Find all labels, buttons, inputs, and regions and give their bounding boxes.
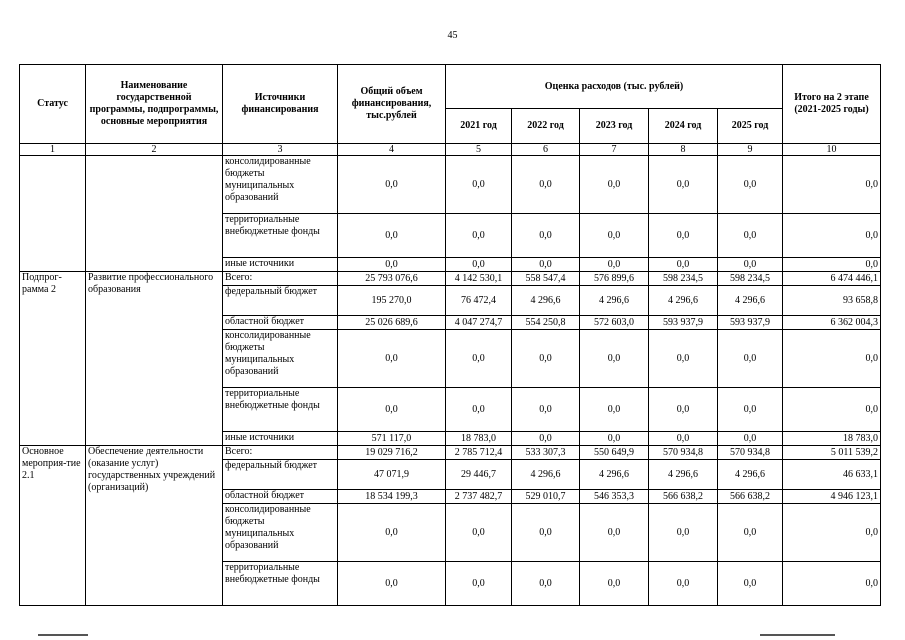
stage-total-cell: 0,0 bbox=[783, 214, 881, 258]
year-amount-cell: 0,0 bbox=[512, 388, 580, 432]
year-amount-cell: 550 649,9 bbox=[580, 446, 649, 460]
row-status bbox=[20, 156, 86, 272]
column-index-row bbox=[20, 144, 881, 156]
funding-source: территориальные внебюджетные фонды bbox=[223, 388, 338, 432]
stage-total-cell: 0,0 bbox=[783, 504, 881, 562]
stage-total-cell: 0,0 bbox=[783, 388, 881, 432]
total-volume-cell: 0,0 bbox=[338, 330, 446, 388]
year-amount-cell: 572 603,0 bbox=[580, 316, 649, 330]
header-year: 2025 год bbox=[718, 109, 783, 144]
column-index: 4 bbox=[338, 144, 446, 156]
row-program-name bbox=[86, 156, 223, 272]
year-amount-cell: 0,0 bbox=[512, 258, 580, 272]
year-amount-cell: 0,0 bbox=[580, 504, 649, 562]
year-amount-cell: 0,0 bbox=[446, 156, 512, 214]
year-amount-cell: 4 296,6 bbox=[649, 460, 718, 490]
table-row bbox=[20, 272, 881, 286]
stage-total-cell: 0,0 bbox=[783, 156, 881, 214]
year-amount-cell: 0,0 bbox=[512, 432, 580, 446]
year-amount-cell: 0,0 bbox=[446, 258, 512, 272]
total-volume-cell: 25 026 689,6 bbox=[338, 316, 446, 330]
column-index: 5 bbox=[446, 144, 512, 156]
year-amount-cell: 0,0 bbox=[718, 432, 783, 446]
row-status: Основное мероприя-тие 2.1 bbox=[20, 446, 86, 606]
row-program-name: Развитие профессионального образования bbox=[86, 272, 223, 446]
year-amount-cell: 0,0 bbox=[580, 156, 649, 214]
total-volume-cell: 47 071,9 bbox=[338, 460, 446, 490]
header-year: 2024 год bbox=[649, 109, 718, 144]
header-year: 2021 год bbox=[446, 109, 512, 144]
year-amount-cell: 0,0 bbox=[649, 258, 718, 272]
page-edge-mark bbox=[760, 634, 835, 636]
total-volume-cell: 0,0 bbox=[338, 258, 446, 272]
header-year: 2023 год bbox=[580, 109, 649, 144]
year-amount-cell: 0,0 bbox=[580, 330, 649, 388]
stage-total-cell: 0,0 bbox=[783, 330, 881, 388]
table-row bbox=[20, 156, 881, 214]
column-index: 6 bbox=[512, 144, 580, 156]
year-amount-cell: 593 937,9 bbox=[649, 316, 718, 330]
year-amount-cell: 0,0 bbox=[718, 330, 783, 388]
total-volume-cell: 0,0 bbox=[338, 214, 446, 258]
funding-source: иные источники bbox=[223, 258, 338, 272]
total-volume-cell: 571 117,0 bbox=[338, 432, 446, 446]
year-amount-cell: 4 296,6 bbox=[718, 286, 783, 316]
stage-total-cell: 93 658,8 bbox=[783, 286, 881, 316]
year-amount-cell: 0,0 bbox=[718, 562, 783, 606]
budget-table bbox=[19, 64, 881, 606]
total-volume-cell: 0,0 bbox=[338, 504, 446, 562]
stage-total-cell: 0,0 bbox=[783, 258, 881, 272]
year-amount-cell: 0,0 bbox=[512, 330, 580, 388]
year-amount-cell: 0,0 bbox=[446, 504, 512, 562]
year-amount-cell: 4 296,6 bbox=[512, 460, 580, 490]
year-amount-cell: 0,0 bbox=[512, 214, 580, 258]
year-amount-cell: 29 446,7 bbox=[446, 460, 512, 490]
total-volume-cell: 0,0 bbox=[338, 562, 446, 606]
stage-total-cell: 0,0 bbox=[783, 562, 881, 606]
funding-source: консолидированные бюджеты муниципальных образований bbox=[223, 330, 338, 388]
page-edge-mark bbox=[38, 634, 88, 636]
year-amount-cell: 0,0 bbox=[446, 388, 512, 432]
year-amount-cell: 0,0 bbox=[718, 504, 783, 562]
stage-total-cell: 18 783,0 bbox=[783, 432, 881, 446]
year-amount-cell: 566 638,2 bbox=[649, 490, 718, 504]
column-index: 10 bbox=[783, 144, 881, 156]
stage-total-cell: 46 633,1 bbox=[783, 460, 881, 490]
column-index: 1 bbox=[20, 144, 86, 156]
year-amount-cell: 0,0 bbox=[580, 214, 649, 258]
year-amount-cell: 0,0 bbox=[446, 214, 512, 258]
year-amount-cell: 0,0 bbox=[649, 156, 718, 214]
year-amount-cell: 0,0 bbox=[580, 388, 649, 432]
year-amount-cell: 4 047 274,7 bbox=[446, 316, 512, 330]
column-index: 9 bbox=[718, 144, 783, 156]
header-estimate: Оценка расходов (тыс. рублей) bbox=[446, 65, 783, 109]
year-amount-cell: 546 353,3 bbox=[580, 490, 649, 504]
column-index: 2 bbox=[86, 144, 223, 156]
year-amount-cell: 0,0 bbox=[580, 258, 649, 272]
year-amount-cell: 76 472,4 bbox=[446, 286, 512, 316]
row-program-name: Обеспечение деятельности (оказание услуг) государственных учреждений (организаций) bbox=[86, 446, 223, 606]
year-amount-cell: 0,0 bbox=[649, 330, 718, 388]
year-amount-cell: 0,0 bbox=[649, 562, 718, 606]
header-total-volume: Общий объем финансирования, тыс.рублей bbox=[338, 65, 446, 144]
year-amount-cell: 0,0 bbox=[649, 388, 718, 432]
year-amount-cell: 0,0 bbox=[580, 562, 649, 606]
funding-source: иные источники bbox=[223, 432, 338, 446]
year-amount-cell: 0,0 bbox=[718, 258, 783, 272]
total-volume-cell: 195 270,0 bbox=[338, 286, 446, 316]
page-number: 45 bbox=[447, 30, 458, 41]
column-index: 3 bbox=[223, 144, 338, 156]
total-volume-cell: 25 793 076,6 bbox=[338, 272, 446, 286]
table-body bbox=[20, 144, 881, 606]
year-amount-cell: 4 296,6 bbox=[512, 286, 580, 316]
header-name: Наименование государственной программы, подпрограммы, основные мероприятия bbox=[86, 65, 223, 144]
funding-source: Всего: bbox=[223, 272, 338, 286]
year-amount-cell: 0,0 bbox=[512, 562, 580, 606]
total-volume-cell: 0,0 bbox=[338, 156, 446, 214]
funding-source: областной бюджет bbox=[223, 316, 338, 330]
column-index: 8 bbox=[649, 144, 718, 156]
row-status: Подпрог-рамма 2 bbox=[20, 272, 86, 446]
funding-source: консолидированные бюджеты муниципальных образований bbox=[223, 156, 338, 214]
table-row bbox=[20, 446, 881, 460]
stage-total-cell: 5 011 539,2 bbox=[783, 446, 881, 460]
year-amount-cell: 558 547,4 bbox=[512, 272, 580, 286]
funding-source: консолидированные бюджеты муниципальных образований bbox=[223, 504, 338, 562]
year-amount-cell: 0,0 bbox=[512, 156, 580, 214]
year-amount-cell: 0,0 bbox=[649, 214, 718, 258]
year-amount-cell: 0,0 bbox=[446, 562, 512, 606]
funding-source: территориальные внебюджетные фонды bbox=[223, 562, 338, 606]
stage-total-cell: 4 946 123,1 bbox=[783, 490, 881, 504]
year-amount-cell: 0,0 bbox=[718, 388, 783, 432]
year-amount-cell: 566 638,2 bbox=[718, 490, 783, 504]
year-amount-cell: 0,0 bbox=[446, 330, 512, 388]
year-amount-cell: 0,0 bbox=[512, 504, 580, 562]
year-amount-cell: 593 937,9 bbox=[718, 316, 783, 330]
year-amount-cell: 598 234,5 bbox=[718, 272, 783, 286]
funding-source: областной бюджет bbox=[223, 490, 338, 504]
year-amount-cell: 4 296,6 bbox=[649, 286, 718, 316]
funding-source: федеральный бюджет bbox=[223, 460, 338, 490]
funding-source: территориальные внебюджетные фонды bbox=[223, 214, 338, 258]
year-amount-cell: 0,0 bbox=[580, 432, 649, 446]
year-amount-cell: 0,0 bbox=[649, 504, 718, 562]
header-status: Статус bbox=[20, 65, 86, 144]
total-volume-cell: 19 029 716,2 bbox=[338, 446, 446, 460]
year-amount-cell: 4 296,6 bbox=[580, 286, 649, 316]
header-sources: Источники финансирования bbox=[223, 65, 338, 144]
header-year: 2022 год bbox=[512, 109, 580, 144]
year-amount-cell: 4 296,6 bbox=[580, 460, 649, 490]
year-amount-cell: 2 737 482,7 bbox=[446, 490, 512, 504]
header-stage-total: Итого на 2 этапе (2021-2025 годы) bbox=[783, 65, 881, 144]
total-volume-cell: 0,0 bbox=[338, 388, 446, 432]
year-amount-cell: 18 783,0 bbox=[446, 432, 512, 446]
year-amount-cell: 533 307,3 bbox=[512, 446, 580, 460]
year-amount-cell: 4 296,6 bbox=[718, 460, 783, 490]
year-amount-cell: 0,0 bbox=[718, 214, 783, 258]
funding-source: Всего: bbox=[223, 446, 338, 460]
stage-total-cell: 6 362 004,3 bbox=[783, 316, 881, 330]
year-amount-cell: 0,0 bbox=[649, 432, 718, 446]
total-volume-cell: 18 534 199,3 bbox=[338, 490, 446, 504]
stage-total-cell: 6 474 446,1 bbox=[783, 272, 881, 286]
year-amount-cell: 554 250,8 bbox=[512, 316, 580, 330]
column-index: 7 bbox=[580, 144, 649, 156]
year-amount-cell: 2 785 712,4 bbox=[446, 446, 512, 460]
year-amount-cell: 570 934,8 bbox=[718, 446, 783, 460]
funding-source: федеральный бюджет bbox=[223, 286, 338, 316]
year-amount-cell: 0,0 bbox=[718, 156, 783, 214]
year-amount-cell: 4 142 530,1 bbox=[446, 272, 512, 286]
year-amount-cell: 529 010,7 bbox=[512, 490, 580, 504]
year-amount-cell: 576 899,6 bbox=[580, 272, 649, 286]
year-amount-cell: 598 234,5 bbox=[649, 272, 718, 286]
year-amount-cell: 570 934,8 bbox=[649, 446, 718, 460]
